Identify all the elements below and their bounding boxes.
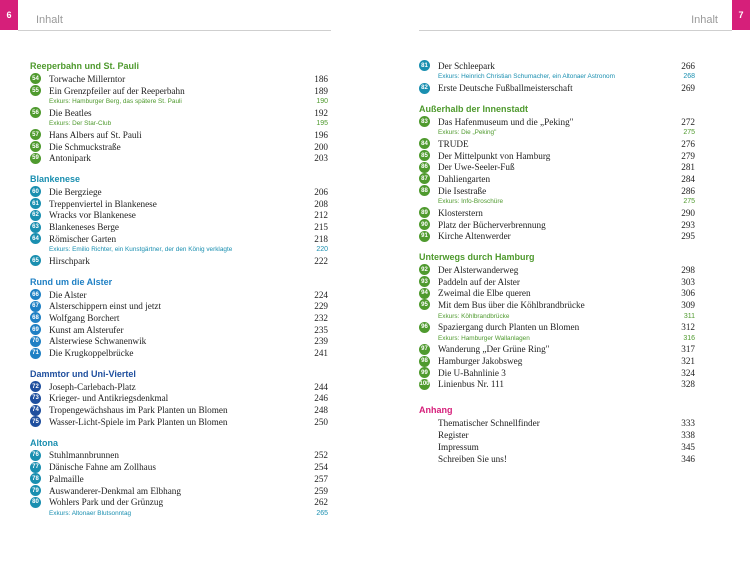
page-number: 195 (316, 120, 328, 128)
toc-entry (30, 210, 328, 222)
toc-exkurs-entry (419, 197, 695, 208)
entry-title: Die Alster (49, 289, 87, 300)
exkurs-title: Exkurs: Hamburger Berg, das spätere St. Pauli (49, 98, 182, 106)
entry-title: Dänische Fahne am Zollhaus (49, 462, 156, 473)
toc-entry (419, 230, 695, 242)
entry-title: Treppenviertel in Blankenese (49, 198, 157, 209)
page-number: 275 (683, 129, 695, 137)
toc-entry (419, 367, 695, 379)
page-number: 257 (314, 473, 328, 484)
location-number-badge: 69 (30, 324, 41, 335)
section-dammtor (30, 368, 328, 428)
page-number: 248 (314, 405, 328, 416)
entry-title: Das Hafenmuseum und die „Peking" (438, 116, 574, 127)
entry-title: Der Alsterwanderweg (438, 264, 519, 275)
page-number: 259 (314, 485, 328, 496)
entry-title: Der Schleepark (438, 60, 495, 71)
right-page (375, 0, 750, 587)
page-number: 311 (683, 312, 695, 320)
toc-entry (30, 221, 328, 233)
page-number: 281 (681, 162, 695, 173)
entry-title: Impressum (438, 441, 479, 452)
page-number: 212 (314, 210, 328, 221)
toc-entry (30, 347, 328, 359)
toc-entry (419, 264, 695, 276)
entry-title: Dahliengarten (438, 173, 491, 184)
section-title: Anhang (419, 405, 453, 416)
location-number-badge: 79 (30, 485, 41, 496)
page-number: 279 (681, 150, 695, 161)
section-reeperbahn (30, 60, 328, 164)
entry-title: Hamburger Jakobsweg (438, 356, 523, 367)
location-number-badge: 89 (419, 207, 430, 218)
page-number: 235 (314, 324, 328, 335)
exkurs-title: Exkurs: Altonaer Blutsonntag (49, 509, 132, 517)
toc-entry (30, 300, 328, 312)
toc-exkurs-entry (419, 128, 695, 139)
toc-entry (419, 429, 695, 441)
page-number: 190 (316, 98, 328, 106)
location-number-badge: 85 (419, 150, 430, 161)
entry-title: Platz der Bücherverbrennung (438, 219, 546, 230)
entry-title: Klosterstern (438, 207, 483, 218)
location-number-badge: 75 (30, 416, 41, 427)
toc-entry (419, 379, 695, 391)
page-number: 262 (314, 497, 328, 508)
page-number: 268 (683, 73, 695, 81)
toc-entry (30, 186, 328, 198)
location-number-badge: 100 (419, 379, 430, 390)
page-number: 321 (681, 356, 695, 367)
page-number: 269 (681, 83, 695, 94)
exkurs-title: Exkurs: Info-Broschüre (438, 198, 503, 206)
entry-title: TRUDE (438, 138, 469, 149)
page-number: 295 (681, 231, 695, 242)
page-number: 215 (314, 222, 328, 233)
section-title: Außerhalb der Innenstadt (419, 103, 529, 114)
page-number: 189 (314, 85, 328, 96)
page-number: 246 (314, 393, 328, 404)
entry-title: Die Bergziege (49, 186, 102, 197)
location-number-badge: 64 (30, 233, 41, 244)
toc-exkurs-entry (419, 72, 695, 83)
location-number-badge: 84 (419, 138, 430, 149)
location-number-badge: 94 (419, 288, 430, 299)
location-number-badge: 96 (419, 322, 430, 333)
page-number: 196 (314, 129, 328, 140)
entry-title: Thematischer Schnellfinder (438, 418, 540, 429)
toc-exkurs-entry (30, 96, 328, 107)
location-number-badge: 87 (419, 173, 430, 184)
entry-title: Joseph-Carlebach-Platz (49, 381, 136, 392)
entry-title: Die Beatles (49, 107, 92, 118)
section-title: Unterwegs durch Hamburg (419, 252, 535, 263)
toc-entry (30, 129, 328, 141)
page-number: 224 (314, 289, 328, 300)
page-number: 186 (314, 73, 328, 84)
location-number-badge: 72 (30, 381, 41, 392)
page-number: 250 (314, 416, 328, 427)
toc-exkurs-entry (30, 245, 328, 256)
entry-title: Alsterwiese Schwanenwik (49, 336, 147, 347)
page-number: 218 (314, 233, 328, 244)
entry-title: Kirche Altenwerder (438, 231, 511, 242)
left-page-number: 6 (0, 0, 18, 30)
toc-entry (30, 450, 328, 462)
page-number: 272 (681, 116, 695, 127)
toc-entry (30, 152, 328, 164)
toc-entry (30, 73, 328, 85)
entry-title: Hirschpark (49, 255, 90, 266)
location-number-badge: 65 (30, 255, 41, 266)
toc-entry (419, 321, 695, 333)
location-number-badge: 99 (419, 367, 430, 378)
page-number: 203 (314, 153, 328, 164)
location-number-badge: 67 (30, 301, 41, 312)
toc-entry (419, 138, 695, 150)
toc-entry (419, 417, 695, 429)
entry-title: Krieger- und Antikriegsdenkmal (49, 393, 169, 404)
page-number: 324 (681, 367, 695, 378)
section-title: Rund um die Alster (30, 276, 113, 287)
toc-exkurs-entry (30, 508, 328, 519)
section-altona (30, 437, 328, 519)
page-number: 244 (314, 381, 328, 392)
entry-title: Hans Albers auf St. Pauli (49, 129, 142, 140)
entry-title: Linienbus Nr. 111 (438, 379, 504, 390)
entry-title: Mit dem Bus über die Köhlbrandbrücke (438, 299, 585, 310)
entry-title: Zweimal die Elbe queren (438, 288, 531, 299)
page-number: 239 (314, 336, 328, 347)
page-number: 229 (314, 301, 328, 312)
page-number: 200 (314, 141, 328, 152)
exkurs-title: Exkurs: Heinrich Christian Schumacher, ein Altonaer Astronom (438, 73, 615, 81)
location-number-badge: 92 (419, 264, 430, 275)
location-number-badge: 93 (419, 276, 430, 287)
toc-entry (30, 85, 328, 97)
right-running-header: Inhalt (691, 14, 718, 26)
toc-entry (419, 219, 695, 231)
toc-entry (419, 150, 695, 162)
entry-title: Schreiben Sie uns! (438, 453, 507, 464)
left-header-rule (18, 30, 331, 31)
location-number-badge: 73 (30, 393, 41, 404)
entry-title: Der Mittelpunkt von Hamburg (438, 150, 551, 161)
toc-entry (30, 324, 328, 336)
entry-title: Die Isestraße (438, 185, 487, 196)
toc-entry (419, 116, 695, 128)
entry-title: Die U-Bahnlinie 3 (438, 367, 506, 378)
entry-title: Spaziergang durch Planten un Blomen (438, 322, 580, 333)
page-number: 276 (681, 138, 695, 149)
toc-entry (30, 496, 328, 508)
page-number: 303 (681, 276, 695, 287)
entry-title: Blankeneses Berge (49, 222, 119, 233)
entry-title: Register (438, 429, 469, 440)
section-title: Dammtor und Uni-Viertel (30, 368, 136, 379)
location-number-badge: 83 (419, 116, 430, 127)
entry-title: Wracks vor Blankenese (49, 210, 136, 221)
page-number: 346 (681, 453, 695, 464)
location-number-badge: 91 (419, 231, 430, 242)
location-number-badge: 68 (30, 312, 41, 323)
location-number-badge: 61 (30, 198, 41, 209)
location-number-badge: 86 (419, 162, 430, 173)
page-number: 265 (316, 509, 328, 517)
page-number: 338 (681, 429, 695, 440)
page-number: 252 (314, 450, 328, 461)
toc-entry (30, 461, 328, 473)
page-number: 266 (681, 60, 695, 71)
location-number-badge: 80 (30, 497, 41, 508)
location-number-badge: 59 (30, 153, 41, 164)
entry-title: Die Schmuckstraße (49, 141, 121, 152)
location-number-badge: 56 (30, 107, 41, 118)
section-unterwegs (419, 251, 695, 390)
toc-entry (30, 312, 328, 324)
toc-entry (30, 255, 328, 267)
toc-entry (419, 173, 695, 185)
location-number-badge: 57 (30, 129, 41, 140)
entry-title: Wasser-Licht-Spiele im Park Planten un Blomen (49, 416, 228, 427)
section-title: Altona (30, 437, 58, 448)
toc-exkurs-entry (419, 333, 695, 344)
right-page-number: 7 (732, 0, 750, 30)
exkurs-title: Exkurs: Hamburger Wallanlagen (438, 334, 530, 342)
section-title: Reeperbahn und St. Pauli (30, 61, 140, 71)
entry-title: Der Uwe-Seeler-Fuß (438, 162, 515, 173)
entry-title: Wolfgang Borchert (49, 312, 120, 323)
left-toc (30, 60, 328, 528)
location-number-badge: 62 (30, 210, 41, 221)
page-number: 241 (314, 348, 328, 359)
page-number: 298 (681, 264, 695, 275)
location-number-badge: 58 (30, 141, 41, 152)
entry-title: Römischer Garten (49, 233, 117, 244)
exkurs-title: Exkurs: Der Star-Club (49, 120, 112, 128)
location-number-badge: 54 (30, 73, 41, 84)
section-alster (30, 276, 328, 359)
location-number-badge: 78 (30, 473, 41, 484)
toc-entry (30, 473, 328, 485)
location-number-badge: 74 (30, 405, 41, 416)
page-number: 317 (681, 344, 695, 355)
toc-entry (419, 207, 695, 219)
toc-entry (419, 276, 695, 288)
page-number: 345 (681, 441, 695, 452)
page-number: 275 (683, 198, 695, 206)
location-number-badge: 88 (419, 185, 430, 196)
toc-entry (419, 161, 695, 173)
toc-entry (30, 107, 328, 119)
toc-entry (30, 141, 328, 153)
toc-entry (30, 289, 328, 301)
location-number-badge: 77 (30, 462, 41, 473)
entry-title: Paddeln auf der Alster (438, 276, 520, 287)
location-number-badge: 82 (419, 83, 430, 94)
left-running-header: Inhalt (36, 14, 63, 26)
toc-entry (30, 233, 328, 245)
location-number-badge: 60 (30, 186, 41, 197)
toc-entry (419, 287, 695, 299)
page-number: 192 (314, 107, 328, 118)
exkurs-title: Exkurs: Köhlbrandbrücke (438, 312, 510, 320)
entry-title: Torwache Millerntor (49, 73, 126, 84)
page-number: 293 (681, 219, 695, 230)
toc-entry (419, 60, 695, 72)
entry-title: Die Krugkoppelbrücke (49, 348, 134, 359)
exkurs-title: Exkurs: Emilio Richter, ein Kunstgärtner, der den König verklagte (49, 246, 233, 254)
page-number: 306 (681, 288, 695, 299)
toc-entry (30, 381, 328, 393)
page-number: 284 (681, 173, 695, 184)
page-number: 222 (314, 255, 328, 266)
right-header-rule (419, 30, 732, 31)
page-number: 232 (314, 312, 328, 323)
location-number-badge: 81 (419, 60, 430, 71)
page-number: 206 (314, 186, 328, 197)
location-number-badge: 98 (419, 356, 430, 367)
toc-entry (30, 404, 328, 416)
toc-entry (30, 485, 328, 497)
section-altona-continued (419, 60, 695, 94)
toc-entry (30, 416, 328, 428)
section-anhang (419, 404, 695, 464)
page-number: 290 (681, 207, 695, 218)
entry-title: Stuhlmannbrunnen (49, 450, 119, 461)
page-number: 316 (683, 334, 695, 342)
page-number: 208 (314, 198, 328, 209)
page-number: 312 (681, 322, 695, 333)
toc-entry (419, 82, 695, 94)
toc-exkurs-entry (30, 119, 328, 130)
toc-entry (419, 355, 695, 367)
location-number-badge: 63 (30, 222, 41, 233)
entry-title: Wanderung „Der Grüne Ring" (438, 344, 550, 355)
section-blankenese (30, 173, 328, 267)
toc-entry (419, 185, 695, 197)
page-number: 333 (681, 418, 695, 429)
section-title: Blankenese (30, 174, 81, 185)
entry-title: Auswanderer-Denkmal am Elbhang (49, 485, 181, 496)
entry-title: Alsterschippern einst und jetzt (49, 301, 162, 312)
toc-entry (30, 336, 328, 348)
location-number-badge: 90 (419, 219, 430, 230)
entry-title: Kunst am Alsterufer (49, 324, 124, 335)
entry-title: Palmaille (49, 473, 84, 484)
entry-title: Tropengewächshaus im Park Planten un Blomen (49, 405, 228, 416)
toc-entry (419, 344, 695, 356)
entry-title: Wohlers Park und der Grünzug (49, 497, 164, 508)
toc-entry (419, 441, 695, 453)
toc-entry (419, 453, 695, 465)
toc-exkurs-entry (419, 311, 695, 322)
exkurs-title: Exkurs: Die „Peking" (438, 129, 497, 137)
page-number: 220 (316, 246, 328, 254)
right-toc (419, 60, 695, 473)
entry-title: Erste Deutsche Fußballmeisterschaft (438, 83, 573, 94)
page-number: 254 (314, 462, 328, 473)
toc-entry (419, 299, 695, 311)
toc-entry (30, 393, 328, 405)
location-number-badge: 55 (30, 85, 41, 96)
location-number-badge: 97 (419, 344, 430, 355)
location-number-badge: 71 (30, 348, 41, 359)
section-ausserhalb (419, 103, 695, 242)
page-number: 309 (681, 299, 695, 310)
entry-title: Ein Grenzpfeiler auf der Reeperbahn (49, 85, 185, 96)
page-number: 328 (681, 379, 695, 390)
location-number-badge: 76 (30, 450, 41, 461)
location-number-badge: 66 (30, 289, 41, 300)
entry-title: Antonipark (49, 153, 91, 164)
location-number-badge: 70 (30, 336, 41, 347)
location-number-badge: 95 (419, 299, 430, 310)
toc-entry (30, 198, 328, 210)
page-number: 286 (681, 185, 695, 196)
